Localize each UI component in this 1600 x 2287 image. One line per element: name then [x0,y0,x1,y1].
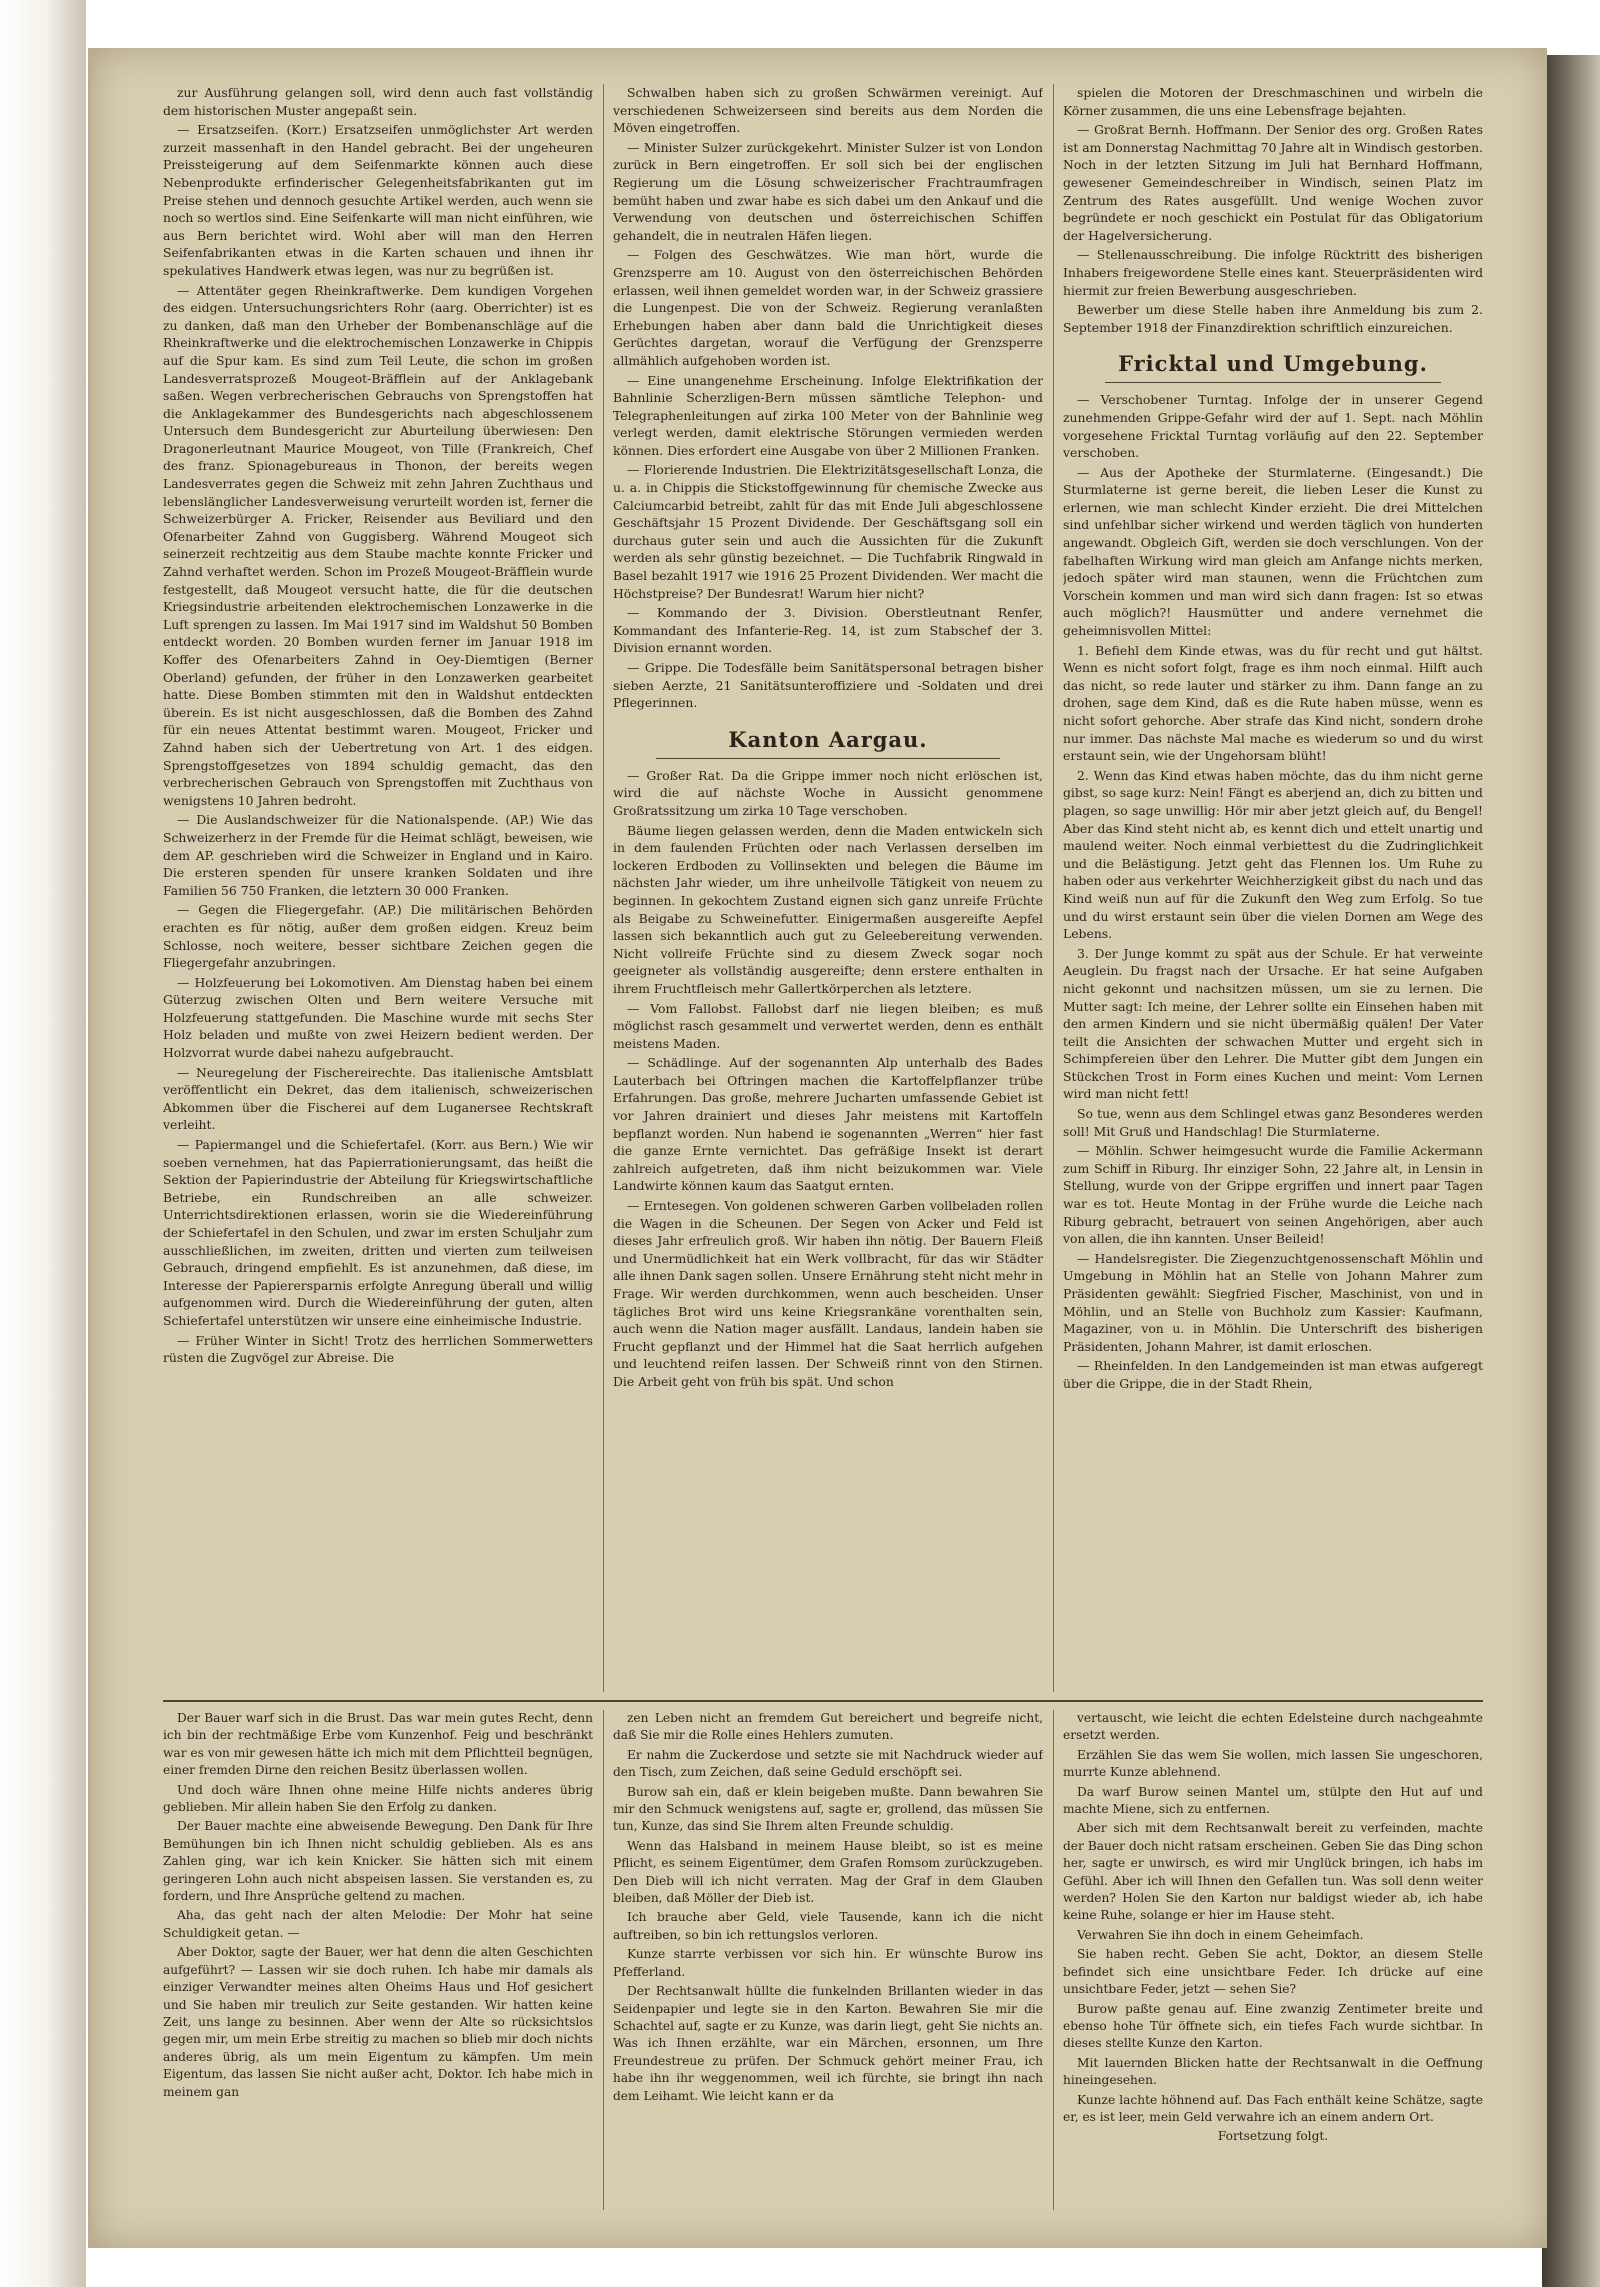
feuilleton-rule [163,1700,1483,1702]
article-turntag: — Verschobener Turntag. Infolge der in unserer Gegend zunehmenden Grippe-Gefahr wird der auf 1. Sept. nach Möhlin vorgesehene Fricktal Turntag vorläufig auf den 22. September verschoben. [1063,392,1483,461]
feuilleton-text: Der Rechtsanwalt hüllte die funkelnden Brillanten wieder in das Seidenpapier und legte sie in den Karton. Bewahren Sie mir die Schachtel auf, sagte er zu Kunze, was darin liegt, geht Sie nichts an. Was ich Ihnen erzählte, war ein Märchen, ersonnen, um Ihre Freundestreue zu prüfen. Der Schmuck gehört meiner Frau, ich habe ihn ihr weggenommen, weil ich fürchte, sie bringt ihn nach dem Leihamt. Wie leicht kann er da [613,1984,1043,2103]
article-bewerber: Bewerber um diese Stelle haben ihre Anmeldung bis zum 2. September 1918 der Finanzdirektion schriftlich einzureichen. [1063,302,1483,335]
article-grippe: — Grippe. Die Todesfälle beim Sanitätspersonal betragen bisher sieben Aerzte, 21 Sanitätsunteroffiziere und -Soldaten und drei Pflegerinnen. [613,660,1043,711]
feuilleton-column-3 [1063,1710,1483,2210]
article-geschwaetz: — Folgen des Geschwätzes. Wie man hört, wurde die Grenzsperre am 10. August von den österreichischen Behörden erlassen, weil ihnen gemeldet worden war, in der Schweiz grassiere die Lungenpest. Die von der Schweiz. Regierung veranlaßten Erhebungen haben aber dann bald die Unrichtigkeit dieses Gerüchtes dargetan, worauf die Verfügung der Grenzsperre allmählich aufgehoben worden ist. [613,247,1043,368]
book-binding [1542,55,1600,2287]
article-sturmlaterne-1: 1. Befiehl dem Kinde etwas, was du für recht und gut hältst. Wenn es nicht sofort folgt, frage es ihm noch einmal. Hilft auch das nicht, so rede lauter und stärker zu ihm. Dann fange an zu drohen, sage dem Kind, daß es die Rute haben müsse, wenn es nicht sofort gehorche. Aber strafe das Kind nicht, sondern drohe nur immer. Das nächste Mal mache es wiederum so und du wirst erstaunt sein, wie der Ungehorsam blüht! [1063,642,1483,764]
page-shadow [0,0,86,2287]
article-schaedlinge: — Schädlinge. Auf der sogenannten Alp unterhalb des Bades Lauterbach bei Oftringen machen die Kartoffelpflanzer trübe Erfahrungen. Das große, mehrere Jucharten umfassende Gebiet ist vor Jahren drainiert und dieses Jahr meistens mit Kartoffeln bepflanzt worden. Nun habend ie sogenannten „Werren“ hier fast die ganze Ernte vernichtet. Das gefräßige Insekt ist derart zahlreich aufgetreten, daß ihm nicht beizukommen war. Viele Landwirte können kaum das Saatgut ernten. [613,1055,1043,1194]
feuilleton-text: Ich brauche aber Geld, viele Tausende, kann ich die nicht auftreiben, so bin ich rettungslos verloren. [613,1910,1043,1942]
article-fallobst: — Vom Fallobst. Fallobst darf nie liegen bleiben; es muß möglichst rasch gesammelt und verwertet werden, denn es enthält meistens Maden. [613,1000,1043,1051]
continuation-note: Fortsetzung folgt. [1217,2129,1329,2144]
article-sturmlaterne-end: So tue, wenn aus dem Schlingel etwas ganz Besonderes werden soll! Mit Gruß und Handschlag! Die Sturmlaterne. [1063,1106,1483,1139]
article-kommando: — Kommando der 3. Division. Oberstleutnant Renfer, Kommandant des Infanterie-Reg. 14, ist zum Stabschef der 3. Division ernannt worden. [613,605,1043,656]
article-industrien: — Florierende Industrien. Die Elektrizitätsgesellschaft Lonza, die u. a. in Chippis die Stickstoffgewinnung für chemische Zwecke aus Calciumcarbid betreibt, zahlt für das mit Ende Juli abgeschlossene Geschäftsjahr 15 Prozent Dividende. Der Geschäftsgang soll ein durchaus guter sein und auch die Aussichten für die Zukunft werden als sehr günstig bezeichnet. — Die Tuchfabrik Ringwald in Basel bezahlt 1917 wie 1916 25 Prozent Dividenden. Wer macht die Höchstpreise? Der Bundesrat! Warum hier nicht? [613,462,1043,601]
column-1 [163,84,593,1692]
article-ersatzseifen: — Ersatzseifen. (Korr.) Ersatzseifen unmöglichster Art werden zurzeit massenhaft in den Handel gebracht. Bei der ungeheuren Preissteigerung auf dem Seifenmarkte können auch diese Nebenprodukte erfinderischer Gelegenheitsfabrikanten gut im Preise stehen und dennoch gesuchte Artikel werden, auch wenn sie noch so wertlos sind. Eine Seifenkarte will man nicht einführen, wie aus Bern berichtet wird. Wohl aber will man den Herren Seifenfabrikanten etwas in die Karten schauen und ihnen ihr spekulatives Handwerk etwas legen, was nur zu begrüßen ist. [163,122,593,278]
feuilleton-text: Aha, das geht nach der alten Melodie: Der Mohr hat seine Schuldigkeit getan. — [163,1908,593,1940]
article-hoffmann: — Großrat Bernh. Hoffmann. Der Senior des org. Großen Rates ist am Donnerstag Nachmittag 70 Jahre alt in Windisch gestorben. Noch in der letzten Sitzung im Juli hat Bernhard Hoffmann, gewesener Gemeindeschreiber in Windisch, seinen Platz im Zentrum des Rates ausgefüllt. Und wenige Wochen zuvor begründete er noch geschickt ein Postulat für das Obligatorium der Hagelversicherung. [1063,122,1483,243]
article-minister-sulzer: — Minister Sulzer zurückgekehrt. Minister Sulzer ist von London zurück in Bern eingetroffen. Er soll sich bei der englischen Regierung um die Lösung schweizerischer Frachtraumfragen bemüht haben und zwar habe es sich dabei um den Ankauf und die Verwendung von deutschen und österreichischen Schiffen gehandelt, die in neutralen Häfen liegen. [613,139,1043,243]
article-fliegergefahr: — Gegen die Fliegergefahr. (AP.) Die militärischen Behörden erachten es für nötig, außer dem großen eidgen. Kreuz beim Schlosse, noch weitere, besser sichtbare Zeichen gegen die Fliegergefahr anzubringen. [163,902,593,971]
article-papiermangel: — Papiermangel und die Schiefertafel. (Korr. aus Bern.) Wie wir soeben vernehmen, hat das Papierrationierungsamt, das heißt die Sektion der Papierindustrie der Abteilung für Kriegswirtschaftliche Betriebe, ein Rundschreiben an alle schweizer. Unterrichtsdirektionen erlassen, worin sie die Wiedereinführung der Schiefertafel in den Schulen, und zwar im ersten Schuljahr zum ausschließlichen, im zweiten, dritten und vierten zum teilweisen Gebrauch, dringend empfiehlt. Es ist anzunehmen, daß diese, im Interesse der Papierersparnis erfolgte Anregung überall und willig aufgenommen wird. Durch die Wiedereinführung der guten, alten Schiefertafel unterstützen wir unsere eine einheimische Industrie. [163,1137,593,1328]
feuilleton-text: Und doch wäre Ihnen ohne meine Hilfe nichts anderes übrig geblieben. Mir allein haben Sie den Erfolg zu danken. [163,1782,593,1815]
feuilleton-text: Verwahren Sie ihn doch in einem Geheimfach. [1077,1927,1364,1942]
feuilleton-text: Er nahm die Zuckerdose und setzte sie mit Nachdruck wieder auf den Tisch, zum Zeichen, daß seine Geduld erschöpft sei. [613,1747,1043,1780]
article-moehlin: — Möhlin. Schwer heimgesucht wurde die Familie Ackermann zum Schiff in Riburg. Ihr einziger Sohn, 22 Jahre alt, in Lensin in Stellung, wurde von der Grippe ergriffen und innert paar Tagen war es tot. Heute Montag in der Frühe wurde die Leiche nach Riburg gebracht, betrauert von seinen Angehörigen, aber auch von allen, die ihn kannten. Unser Beileid! [1063,1143,1483,1247]
feuilleton-text: Sie haben recht. Geben Sie acht, Doktor, an diesem Stelle befindet sich eine unsichtbare Feder. Ich drücke auf eine unsichtbare Feder, jetzt — sehen Sie? [1063,1947,1483,1997]
article-rheinfelden: — Rheinfelden. In den Landgemeinden ist man etwas aufgeregt über die Grippe, die in der Stadt Rhein, [1063,1358,1483,1391]
article-winter: — Früher Winter in Sicht! Trotz des herrlichen Sommerwetters rüsten die Zugvögel zur Abreise. Die [163,1332,593,1366]
feuilleton-text: Erzählen Sie das wem Sie wollen, mich lassen Sie ungeschoren, murrte Kunze ablehnend. [1063,1747,1483,1780]
article-schwalben: Schwalben haben sich zu großen Schwärmen vereinigt. Auf verschiedenen Schweizerseen sind bereits aus dem Norden die Möven eingetroffen. [613,85,1043,136]
article-stellenausschreibung: — Stellenausschreibung. Die infolge Rücktritt des bisherigen Inhabers freigewordene Stelle eines kant. Steuerpräsidenten wird hiermit zur freien Bewerbung ausgeschrieben. [1063,247,1483,298]
heading-rule [656,758,1000,759]
article-sturmlaterne: — Aus der Apotheke der Sturmlaterne. (Eingesandt.) Die Sturmlaterne ist gerne bereit, die lieben Leser die Kunst zu erlernen, wie man schlecht Kinder erzieht. Die drei Mittelchen sind unfehlbar sicher wirkend und werden täglich von hunderten angewandt. Obgleich Gift, werden sie doch verschlungen. Von der fabelhaften Wirkung wird man gleich am Anfange nichts merken, jedoch später wird man staunen, wenn die Früchtchen zum Vorschein kommen und man wird sich dann fragen: Ist so etwas auch möglich?! Hausmütter und andere vernehmet die geheimnisvollen Mittel: [1063,464,1483,639]
article-erscheinung: — Eine unangenehme Erscheinung. Infolge Elektrifikation der Bahnlinie Scherzligen-Bern müssen sämtliche Telephon- und Telegraphenleitungen auf zirka 100 Meter von der Bahnlinie weg verlegt werden, damit elektrische Störungen vermieden werden können. Dies erfordert eine Ausgabe von über 2 Millionen Franken. [613,372,1043,458]
article-fischereirechte: — Neuregelung der Fischereirechte. Das italienische Amtsblatt veröffentlicht ein Dekret, das dem italienisch, schweizerischen Abkommen über die Fischerei auf dem Luganersee Rechtskraft verleiht. [163,1064,593,1133]
feuilleton-text: Wenn das Halsband in meinem Hause bleibt, so ist es meine Pflicht, es seinem Eigentümer, dem Grafen Romsom zurückzugeben. Den Dieb will ich nicht verraten. Mag der Graf in dem Glauben bleiben, daß Möller der Dieb ist. [613,1838,1043,1906]
article-text: zur Ausführung gelangen soll, wird denn auch fast vollständig dem historischen Muster angepaßt sein. [163,85,593,118]
column-rule [1053,84,1054,1692]
article-grosser-rat: — Großer Rat. Da die Grippe immer noch nicht erlöschen ist, wird die auf nächste Woche in Aussicht genommene Großratssitzung um zirka 10 Tage verschoben. [613,767,1043,818]
column-rule [603,1710,604,2210]
feuilleton-text: Der Bauer machte eine abweisende Bewegung. Den Dank für Ihre Bemühungen bin ich Ihnen nicht schuldig geblieben. Als es ans Zahlen ging, war ich kein Knicker. Sie hätten sich mit einem geringeren Lohn auch nicht abspeisen lassen. Sie verstanden es, zu fordern, und Ihre Ansprüche geltend zu machen. [163,1819,593,1904]
article-attentaeter: — Attentäter gegen Rheinkraftwerke. Dem kundigen Vorgehen des eidgen. Untersuchungsrichters Rohr (aarg. Oberrichter) ist es zu danken, daß man den Urheber der Bombenanschläge auf die Rheinkraftwerke und die elektrochemischen Lonzawerke in Chippis auf die Spur kam. Es sind zum Teil Leute, die schon im großen Landesverratsprozeß Mougeot-Bräfflein auf der Anklagebank saßen. Wegen verbrecherischen Gebrauchs von Sprengstoffen hat die Anklagekammer des Bundesgerichts nach abgeschlossenem Untersuch dem Bundesgericht zur Aburteilung überwiesen: Den Dragonerleutnant Maurice Mougeot, von Tille (Frankreich, Chef des franz. Spionagebureaus in Thonon, der bereits wegen Landesverrates gegen die Schweiz mit zehn Jahren Zuchthaus und lebenslänglicher Landesverweisung verurteilt worden ist, ferner die Schweizerbürger A. Fricker, Reisender aus Beviliard und den Ofenarbeiter Zahnd von Guggisberg. Während Mougeot sich seinerzeit rechtzeitig aus dem Staube machte konnte Fricker und Zahnd verhaftet werden. Schon im Prozeß Mougeot-Bräfflein wurde festgestellt, daß Mougeot versucht hatte, die für die deutschen Kriegsindustrie arbeitenden elektrochemischen Lonzawerke in die Luft sprengen zu lassen. Im Mai 1917 sind im Waldshut 50 Bomben entdeckt worden. 20 Bomben wurden ferner im Januar 1918 im Koffer des Ofenarbeiters Zahnd in Oey-Diemtigen (Berner Oberland) gefunden, der früher in den Lonzawerken gearbeitet hatte. Diese Bomben stimmten mit den in Waldshut entdeckten überein. Es ist nicht ausgeschlossen, daß die Bomben des Zahnd für ein neues Attentat bestimmt waren. Mougeot, Fricker und Zahnd haben sich der Uebertretung von Art. 1 des eidgen. Sprengstoffgesetzes von 1894 schuldig gemacht, das den verbrecherischen Gebrauch von Sprengstoffen mit Zuchthaus von wenigstens 10 Jahren bedroht. [163,282,593,808]
article-erntesegen: — Erntesegen. Von goldenen schweren Garben vollbeladen rollen die Wagen in die Scheunen. Der Segen von Acker und Feld ist dieses Jahr erfreulich groß. Wir haben ihn nötig. Der Bauern Fleiß und Unermüdlichkeit hat ein Werk vollbracht, für das wir Städter alle ihnen Dank sagen sollen. Unsere Ernährung steht nicht mehr in Frage. Wir werden durchkommen, wenn auch bescheiden. Unser tägliches Brot wird uns keine Kriegsrankäne vorenthalten sein, auch wenn die Nation mager ausfällt. Landaus, landein haben sie Frucht gepflanzt und der Himmel hat die Saat herrlich aufgehen und leuchtend reifen lassen. Der Schweiß rinnt von den Stirnen. Die Arbeit geht von früh bis spät. Und schon [613,1198,1043,1389]
article-fallobst-cont: Bäume liegen gelassen werden, denn die Maden entwickeln sich in dem faulenden Früchten oder nach Verlassen derselben im lockeren Erdboden zu Vollinsekten und belegen die Bäume im nächsten Jahr wieder, um ihre unheilvolle Tätigkeit von neuem zu beginnen. In gekochtem Zustand eignen sich ganz unreife Früchte als Beigabe zu Schweinefutter. Einigermaßen ausgereifte Aepfel lassen sich bekanntlich auch gut zu Geleebereitung verwenden. Nicht vollreife Früchte sind zu diesem Zweck sogar noch geeigneter als vollständig ausgereifte; denn erstere enthalten in ihrem Fruchtfleisch mehr Gallertkörperchen als letztere. [613,822,1043,996]
feuilleton-text: Burow sah ein, daß er klein beigeben mußte. Dann bewahren Sie mir den Schmuck wenigstens auf, sagte er, grollend, das müssen Sie tun, Kunze, das sind Sie Ihrem alten Freunde schuldig. [613,1784,1043,1834]
feuilleton-text: Mit lauernden Blicken hatte der Rechtsanwalt in die Oeffnung hineingesehen. [1063,2055,1483,2088]
feuilleton-text: zen Leben nicht an fremdem Gut bereichert und begreife nicht, daß Sie mir die Rolle eines Hehlers zumuten. [613,1711,1043,1743]
feuilleton-column-1 [163,1710,593,2210]
column-rule [603,84,604,1692]
article-sturmlaterne-3: 3. Der Junge kommt zu spät aus der Schule. Er hat verweinte Aeuglein. Du fragst nach der Ursache. Er hat seine Aufgaben nicht gekonnt und nachsitzen müssen, um sie zu lernen. Die Mutter sagt: Ich meine, der Lehrer sollte ein Einsehen haben mit den armen Kindern und sie nicht übermäßig quälen! Der Vater teilt die Ansichten der schwachen Mutter und ergeht sich in Schimpfereien über den Lehrer. Die Mutter gibt dem Jungen ein Stückchen Trost in Form eines Kuchen und meint: Vom Lernen wird man nicht fett! [1063,945,1483,1102]
article-handelsregister: — Handelsregister. Die Ziegenzuchtgenossenschaft Möhlin und Umgebung in Möhlin hat an Stelle von Johann Mahrer zum Präsidenten gewählt: Siegfried Fischer, Maschinist, von und in Möhlin, und an Stelle von Buchholz zum Kassier: Kaufmann, Magaziner, von u. in Möhlin. Die Unterschrift des bisherigen Präsidenten, Johann Mahrer, ist damit erloschen. [1063,1250,1483,1354]
article-auslandschweizer: — Die Auslandschweizer für die Nationalspende. (AP.) Wie das Schweizerherz in der Fremde für die Heimat schlägt, beweisen, wie dem AP. geschrieben wird die Schweizer in England und in Kairo. Die ersteren spenden für unsere kranken Soldaten und ihre Familien 56 750 Franken, die letztern 30 000 Franken. [163,812,593,898]
feuilleton-text: Kunze starrte verbissen vor sich hin. Er wünschte Burow ins Pfefferland. [613,1947,1043,1979]
article-sturmlaterne-2: 2. Wenn das Kind etwas haben möchte, das du ihm nicht gerne gibst, so sage kurz: Nein! Fängt es aberjend an, dich zu bitten und plagen, so sage unwillig: Hör mir aber jetzt gleich auf, du Bengel! Aber das Kind steht nicht ab, es kennt dich und ettelt unartig und maulend weiter. Noch einmal verbiettest du die Zudringlichkeit und die Belästigung. Jetzt geht das Flennen los. Um Ruhe zu haben oder aus verkehrter Weichherzigkeit gibst du nach und das Kind weiß nun auf für die Zukunft den Weg zum Erfolg. So tue und du wirst erstaunt sein über die vielen Dornen am Wege des Lebens. [1063,767,1483,942]
feuilleton-text: Burow paßte genau auf. Eine zwanzig Zentimeter breite und ebenso hohe Tür öffnete sich, ein tiefes Fach wurde sichtbar. In dieses stellte Kunze den Karton. [1063,2001,1483,2051]
feuilleton-column-2 [613,1710,1043,2210]
feuilleton-text: Aber sich mit dem Rechtsanwalt bereit zu verfeinden, machte der Bauer doch nicht ratsam erscheinen. Geben Sie das Ding schon her, sagte er unwirsch, es wird mir Unglück bringen, ich habs im Gefühl. Aber ich will Ihnen den Gefallen tun. Was soll denn weiter werden? Holen Sie den Karton nur baldigst wieder ab, ich habe keine Ruhe, solange er hier im Hause steht. [1063,1821,1483,1923]
column-2 [613,84,1043,1692]
newspaper-page [88,48,1547,2248]
feuilleton-text: vertauscht, wie leicht die echten Edelsteine durch nachgeahmte ersetzt werden. [1063,1711,1483,1743]
feuilleton-text: Der Bauer warf sich in die Brust. Das war mein gutes Recht, denn ich bin der rechtmäßige Erbe vom Kunzenhof. Feig und beschränkt war es von mir gewesen hätte ich mich mit dem Pflichtteil begnügen, einer fremden Dirne den reichen Besitz überlassen wollen. [163,1711,593,1778]
feuilleton-text: Aber Doktor, sagte der Bauer, wer hat denn die alten Geschichten aufgeführt? — Lassen wir sie doch ruhen. Ich habe mir damals als einziger Verwandter meines alten Oheims Haus und Hof gesichert und Sie haben mir treulich zur Seite gestanden. Wir hatten keine Zeit, uns lange zu besinnen. Aber wenn der Alte so rücksichtslos gegen mir, um mein Erbe streitig zu machen so blieb mir doch nichts anderes übrig, als um mein Eigentum zu kämpfen. Um mein Eigentum, das lassen Sie nicht außer acht, Doktor. Ich habe mich in meinem gan [163,1945,593,2099]
column-rule [1053,1710,1054,2210]
feuilleton-text: Da warf Burow seinen Mantel um, stülpte den Hut auf und machte Miene, sich zu entfernen. [1063,1784,1483,1817]
article-motoren: spielen die Motoren der Dreschmaschinen und wirbeln die Körner zusammen, die uns eine Lebensfrage bejahten. [1063,85,1483,118]
column-3 [1063,84,1483,1692]
article-holzfeuerung: — Holzfeuerung bei Lokomotiven. Am Dienstag haben bei einem Güterzug zwischen Olten und Bern weitere Versuche mit Holzfeuerung stattgefunden. Die Maschine wurde mit sechs Ster Holz beladen und mußte von zwei Heizern bedient werden. Der Holzvorrat wurde dabei nahezu aufgebraucht. [163,974,593,1061]
section-heading-aargau: Kanton Aargau. [728,726,928,752]
feuilleton-text: Kunze lachte höhnend auf. Das Fach enthält keine Schätze, sagte er, es ist leer, mein Geld verwahre ich an einem andern Ort. [1063,2092,1483,2124]
heading-rule [1105,382,1441,383]
section-heading-fricktal: Fricktal und Umgebung. [1118,351,1428,377]
